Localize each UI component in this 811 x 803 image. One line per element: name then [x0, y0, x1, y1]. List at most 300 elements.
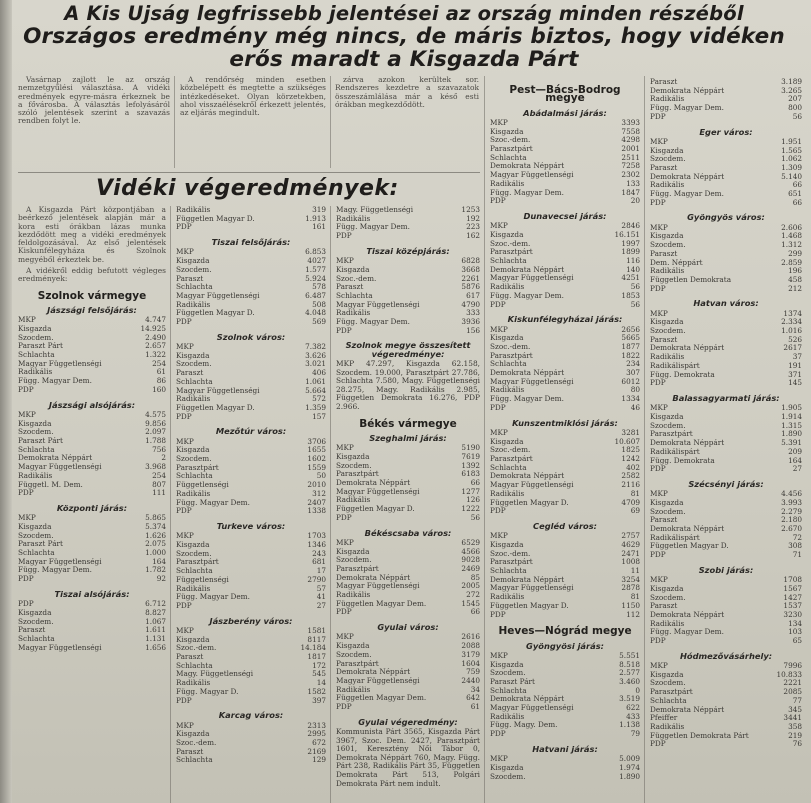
party-name: Kisgazda	[650, 145, 684, 155]
vote-count: 162	[466, 231, 480, 241]
party-name: Függ. Magyar Dem.	[176, 592, 250, 602]
vote-count: 81	[630, 488, 640, 498]
party-name: MKP	[176, 720, 194, 730]
vote-count: 6.853	[305, 247, 326, 257]
district-title: Szobi járás:	[698, 564, 754, 575]
vote-count: 545	[312, 669, 326, 679]
vote-count: 3.993	[781, 497, 802, 507]
party-name: Radikális	[490, 592, 525, 602]
vote-count: 156	[466, 325, 480, 335]
vote-count: 622	[626, 703, 640, 713]
vote-count: 129	[312, 755, 326, 765]
vote-count: 2.606	[781, 222, 802, 232]
party-name: PDP	[336, 512, 352, 522]
party-name: Schlachta	[490, 256, 527, 266]
vote-count: 2.180	[781, 515, 802, 525]
section-rule	[18, 172, 480, 173]
vote-count: 2407	[307, 497, 326, 507]
vote-count: 1825	[621, 445, 640, 455]
vote-count: 642	[466, 693, 480, 703]
vote-count: 85	[470, 572, 480, 582]
vote-count: 1.974	[619, 762, 640, 772]
party-name: Kisgazda	[490, 126, 524, 136]
vote-count: 2169	[307, 746, 326, 756]
vote-count: 1847	[621, 187, 640, 197]
vote-count: 57	[316, 583, 326, 593]
result-row	[176, 404, 326, 413]
party-name: Függ. Magyar Dem.	[18, 565, 92, 575]
vote-count: 10.607	[614, 436, 640, 446]
party-name: PDP	[650, 739, 666, 749]
party-name: Schlachta	[176, 566, 213, 576]
vote-count: 3254	[621, 574, 640, 584]
party-name: Független Magyar D.	[176, 213, 255, 223]
vote-count: 86	[156, 376, 166, 386]
vote-count: 34	[470, 684, 480, 694]
party-name: MKP	[336, 256, 354, 266]
party-name: Magyar Függetlenségi	[336, 581, 420, 591]
vote-count: 5.140	[781, 171, 802, 181]
party-name: Schlachta	[490, 462, 527, 472]
vote-count: 164	[152, 556, 166, 566]
party-name: Radikális	[490, 385, 525, 395]
party-name: PDP	[650, 111, 666, 121]
party-name: Kisgazda	[18, 323, 52, 333]
district-title: Dunavecsei járás:	[523, 210, 607, 221]
party-name: PDP	[176, 506, 192, 516]
vote-count: 2469	[461, 563, 480, 573]
party-name: Kisgazda	[650, 669, 684, 679]
vote-count: 1.951	[781, 136, 802, 146]
vote-count: 4629	[621, 539, 640, 549]
result-row	[336, 327, 480, 336]
lead-column-1	[18, 76, 170, 168]
result-row	[490, 189, 640, 198]
party-name: Demokrata Néppárt	[336, 667, 411, 677]
vote-count: 2.490	[145, 332, 166, 342]
party-name: Szoc.-dem.	[490, 135, 531, 145]
vote-count: 3441	[783, 713, 802, 723]
vote-count: 81	[630, 592, 640, 602]
result-row	[650, 276, 802, 285]
vote-count: 61	[156, 367, 166, 377]
party-name: MKP	[650, 575, 668, 585]
county-title: Heves—Nógrád megye	[498, 625, 632, 638]
party-name: Szocdem.	[650, 420, 686, 430]
party-name: Szocdem.	[490, 771, 526, 781]
district-title: Tiszai középjárás:	[366, 245, 450, 256]
district-title: Turkeve város:	[216, 520, 286, 531]
result-row	[650, 551, 802, 560]
vote-count: 16.151	[614, 229, 640, 239]
party-name: Függ. Magyar Dem.	[650, 189, 724, 199]
vote-count: 2001	[621, 144, 640, 153]
vote-count: 254	[152, 358, 166, 368]
result-row	[336, 505, 480, 514]
vote-count: 2313	[307, 720, 326, 730]
party-name: Függ. Demokrata	[650, 455, 715, 465]
vote-count: 508	[312, 299, 326, 309]
party-name: Parasztpárt	[650, 429, 693, 439]
vote-count: 7558	[621, 126, 640, 136]
vote-count: 9028	[461, 555, 480, 565]
vote-count: 14.184	[300, 643, 326, 653]
result-row	[336, 232, 480, 241]
vote-count: 312	[312, 488, 326, 498]
result-row	[490, 773, 640, 782]
vote-count: 1.788	[145, 436, 166, 445]
vote-count: 3706	[307, 436, 326, 446]
party-name: PDP	[490, 299, 506, 309]
party-name: Parasztpárt	[176, 557, 219, 567]
party-name: Szoc.-dem.	[176, 643, 217, 653]
party-name: Kisgazda	[650, 231, 684, 241]
vote-count: 145	[788, 378, 802, 388]
vote-count: 3.626	[305, 350, 326, 360]
party-name: MKP	[490, 650, 508, 660]
vote-count: 56	[630, 282, 640, 292]
vote-count: 1.359	[305, 402, 326, 412]
result-row	[650, 379, 802, 388]
vote-count: 4027	[307, 256, 326, 266]
result-row	[176, 688, 326, 697]
party-name: Függ. Magyar Dem.	[490, 290, 564, 300]
party-name: Paraszt	[650, 162, 678, 172]
result-row	[650, 740, 802, 749]
vote-count: 66	[792, 180, 802, 190]
result-row	[336, 703, 480, 712]
party-name: Függetl. M. Dem.	[18, 479, 83, 489]
party-name: MKP	[336, 443, 354, 453]
party-name: Kisgazda	[490, 436, 524, 446]
party-name: Magyar Függetlenségi	[490, 583, 574, 593]
vote-count: 164	[788, 455, 802, 465]
vote-count: 207	[788, 94, 802, 104]
lead-column-3	[335, 76, 479, 168]
party-name: Magyar Függetlenségi	[336, 299, 420, 309]
party-name: Parasztpárt	[336, 563, 379, 573]
district-title: Gyöngyös város:	[687, 212, 765, 223]
lead-text-1: Vasárnap zajlott le az ország nemzetgyűlési választása. A vidéki eredmények egyre-másra érkeznek be a fővárosba. A választás lefolyásáról szóló jelentések szerint a szavazás rendben folyt le.	[18, 76, 170, 126]
vote-count: 1.656	[145, 642, 166, 652]
vote-count: 800	[788, 103, 802, 113]
column-rule	[484, 76, 485, 803]
vote-count: 116	[626, 256, 640, 266]
vote-count: 134	[788, 618, 802, 628]
vote-count: 1537	[783, 601, 802, 611]
vote-count: 2.859	[781, 257, 802, 267]
party-name: Magyar Függetlenségi	[18, 556, 102, 566]
district-title: Kiskunfélegyházai járás:	[507, 314, 623, 325]
vote-count: 3281	[621, 427, 640, 437]
party-name: Radikális	[176, 394, 211, 404]
party-name: Magy. Függetlenségi	[176, 669, 254, 679]
vote-count: 6.487	[305, 290, 326, 300]
vote-count: 1.309	[781, 162, 802, 172]
vote-count: 72	[792, 532, 802, 542]
party-name: Schlachta	[650, 695, 687, 705]
vote-count: 1545	[461, 598, 480, 608]
vote-count: 6529	[461, 537, 480, 547]
result-row	[490, 611, 640, 620]
party-name: Magyar Függetlenségi	[490, 273, 574, 283]
party-name: Parasztpárt	[336, 658, 379, 668]
vote-count: 1602	[307, 454, 326, 464]
vote-count: 8117	[307, 634, 326, 644]
party-name: Kisgazda	[650, 411, 684, 421]
party-name: Független Demokrata	[650, 274, 732, 284]
vote-count: 2617	[783, 343, 802, 353]
district-title: Hatvani járás:	[532, 743, 598, 754]
party-name: Schlachta	[176, 282, 213, 292]
party-name: Schlachta	[490, 152, 527, 162]
column-rule	[330, 76, 331, 168]
county-title: Szolnok vármegye	[37, 289, 147, 302]
party-name: Függetlenségi	[176, 480, 229, 490]
party-name: Magyar Függetlenségi	[490, 703, 574, 713]
result-row	[336, 600, 480, 609]
party-name: Radikális	[176, 299, 211, 309]
party-name: Magyar Függetlenségi	[176, 385, 260, 395]
party-name: Demokrata Néppárt	[650, 343, 725, 353]
party-name: Demokrata Néppárt	[490, 264, 565, 274]
vote-count: 1.611	[145, 625, 166, 635]
party-name: Szocdem.	[490, 668, 526, 678]
results-column-2	[176, 206, 326, 803]
party-name: Schlachta	[490, 685, 527, 695]
party-name: Radikálispárt	[650, 446, 700, 456]
vote-count: 3.021	[305, 359, 326, 369]
vote-count: 56	[470, 512, 480, 522]
vote-count: 160	[152, 384, 166, 394]
party-name: Szoc.-dem.	[490, 548, 531, 558]
party-name: Független Magyar D.	[176, 402, 255, 412]
party-name: Radikális	[490, 711, 525, 721]
result-row	[650, 465, 802, 474]
party-name: Magy. Függetlenségi	[336, 206, 414, 214]
party-name: Független Magyar D.	[176, 308, 255, 318]
party-name: PDP	[176, 695, 192, 705]
party-name: Schlachta	[176, 660, 213, 670]
party-name: PDP	[176, 411, 192, 421]
vote-count: 651	[788, 189, 802, 199]
vote-count: 1427	[783, 592, 802, 602]
party-name: Szocdem.	[650, 678, 686, 688]
vote-count: 319	[312, 206, 326, 214]
vote-count: 1.914	[781, 411, 802, 421]
party-name: Független Magyar D.	[336, 504, 415, 514]
party-name: PDP	[650, 464, 666, 474]
vote-count: 2511	[621, 152, 640, 162]
party-name: Szocdem.	[336, 555, 372, 565]
result-row	[176, 756, 326, 765]
vote-count: 1853	[621, 290, 640, 300]
vote-count: 61	[470, 702, 480, 712]
vote-count: 8.827	[145, 607, 166, 617]
party-name: Radikális	[650, 180, 685, 190]
party-name: Kisgazda	[176, 539, 210, 549]
vote-count: 79	[630, 729, 640, 739]
party-name: Szocdem.	[18, 530, 54, 540]
party-name: Független Magyar D.	[490, 600, 569, 610]
vote-count: 9.856	[145, 418, 166, 428]
vote-count: 578	[312, 282, 326, 292]
party-name: Parasztpárt	[490, 557, 533, 567]
district-title: Szeghalmi járás:	[369, 432, 447, 443]
party-name: Függ. Magyar Dem.	[176, 497, 250, 507]
party-name: Kisgazda	[176, 729, 210, 739]
vote-count: 2.577	[619, 668, 640, 678]
result-row	[18, 386, 166, 395]
vote-count: 1150	[621, 600, 640, 610]
party-name: MKP	[18, 513, 36, 523]
result-row	[336, 514, 480, 523]
vote-count: 272	[466, 590, 480, 600]
party-name: PDP	[336, 231, 352, 241]
result-row	[336, 318, 480, 327]
vote-count: 2	[161, 453, 166, 463]
result-row	[336, 223, 480, 232]
party-name: Magyar Függetlenségi	[336, 486, 420, 496]
county-title: Békés vármegye	[359, 417, 457, 430]
party-name: Kisgazda	[490, 229, 524, 239]
result-row	[176, 697, 326, 706]
vote-count: 103	[788, 627, 802, 637]
party-name: MKP	[490, 427, 508, 437]
party-name: PDP	[176, 600, 192, 610]
party-name: Szocdem.	[650, 326, 686, 336]
vote-count: 1.016	[781, 326, 802, 336]
vote-count: 2.334	[781, 317, 802, 327]
party-name: PDP	[490, 506, 506, 516]
vote-count: 1822	[621, 350, 640, 360]
district-title: Mezőtúr város:	[215, 426, 287, 437]
district-title: Szécsényi járás:	[688, 478, 764, 489]
result-row	[490, 730, 640, 739]
vote-count: 307	[626, 368, 640, 378]
vote-count: 5190	[461, 443, 480, 453]
party-name: Radikális	[650, 94, 685, 104]
vote-count: 65	[792, 636, 802, 646]
party-name: Paraszt Párt	[18, 341, 63, 351]
party-name: Független Magyar D.	[650, 541, 729, 551]
vote-count: 4251	[621, 273, 640, 283]
party-name: Szoc.-dem.	[490, 238, 531, 248]
vote-count: 1008	[621, 557, 640, 567]
vote-count: 5.551	[619, 650, 640, 660]
party-name: Dem. Néppárt	[650, 257, 703, 267]
result-row	[490, 602, 640, 611]
party-name: Szocdem.	[650, 506, 686, 516]
party-name: Kisgazda	[490, 659, 524, 669]
party-name: Paraszt	[336, 282, 364, 292]
party-name: Függ. Magyar Dem.	[336, 317, 410, 327]
results-column-3	[336, 206, 480, 803]
vote-count: 3230	[783, 609, 802, 619]
result-row	[490, 395, 640, 404]
party-name: Schlachta	[176, 376, 213, 386]
main-section-title: Vidéki végeredmények:	[96, 176, 399, 201]
vote-count: 76	[792, 739, 802, 749]
vote-count: 672	[312, 737, 326, 747]
vote-count: 1581	[307, 625, 326, 635]
vote-count: 2995	[307, 729, 326, 739]
vote-count: 1.565	[781, 145, 802, 155]
party-name: Magyar Függetlenségi	[176, 290, 260, 300]
party-name: Demokrata Néppárt	[18, 453, 93, 463]
results-column-1	[18, 206, 166, 803]
vote-count: 1338	[307, 506, 326, 516]
district-title: Jászsági felsőjárás:	[47, 304, 137, 315]
vote-count: 1899	[621, 247, 640, 257]
vote-count: 1.913	[305, 213, 326, 223]
vote-count: 4298	[621, 135, 640, 145]
vote-count: 1.782	[145, 565, 166, 575]
result-row	[650, 104, 802, 113]
party-name: MKP	[176, 342, 194, 352]
vote-count: 299	[788, 248, 802, 258]
vote-count: 1.061	[305, 376, 326, 386]
vote-count: 1374	[783, 308, 802, 318]
vote-count: 2261	[461, 273, 480, 283]
party-name: MKP	[650, 222, 668, 232]
vote-count: 4.747	[145, 315, 166, 325]
party-name: Szocdem.	[18, 616, 54, 626]
result-row	[176, 507, 326, 516]
party-name: Szocdem.	[650, 592, 686, 602]
summary-text: Kommunista Párt 3565, Kisgazda Párt 3967, Szoc. Dem. 2427, Parasztpárt 1601, Keresztény Női Tábor 0, Demokrata Néppárt 760, Magy. Függ. Párt 238, Radikális Párt 35, Független Demokrata Párt 513, Polgári Demokrata Párt nem indult.	[336, 727, 480, 788]
vote-count: 223	[466, 222, 480, 232]
party-name: Radikális	[336, 495, 371, 505]
district-title: Tiszai alsójárás:	[54, 588, 130, 599]
vote-count: 2088	[461, 641, 480, 651]
vote-count: 17	[316, 566, 326, 576]
result-row	[490, 301, 640, 310]
vote-count: 2.075	[145, 539, 166, 549]
vote-count: 617	[466, 290, 480, 300]
intro-paragraph: A vidékről eddig befutott végleges eredmények:	[18, 266, 166, 284]
party-name: Radikális	[176, 583, 211, 593]
vote-count: 5.374	[145, 521, 166, 531]
vote-count: 3.189	[781, 78, 802, 86]
vote-count: 1582	[307, 686, 326, 696]
result-row	[490, 197, 640, 206]
vote-count: 2656	[621, 324, 640, 334]
vote-count: 1.626	[145, 530, 166, 540]
vote-count: 1703	[307, 531, 326, 541]
vote-count: 41	[316, 592, 326, 602]
party-name: Független Magyar D.	[490, 497, 569, 507]
district-title: Kunszentmiklósi járás:	[512, 417, 618, 428]
party-name: Radikális	[336, 684, 371, 694]
result-row	[650, 199, 802, 208]
vote-count: 333	[466, 308, 480, 318]
party-name: Függ. Magy. Dem.	[490, 720, 558, 730]
party-name: PDP	[176, 222, 192, 232]
column-rule	[644, 76, 645, 803]
party-name: Szoc.-dem.	[336, 273, 377, 283]
vote-count: 27	[316, 600, 326, 610]
district-title: Abádalmási járás:	[523, 107, 607, 118]
party-name: Kisgazda	[336, 451, 370, 461]
vote-count: 46	[630, 402, 640, 412]
vote-count: 2616	[461, 632, 480, 642]
vote-count: 5665	[621, 333, 640, 343]
party-name: Kisgazda	[18, 607, 52, 617]
vote-count: 5.664	[305, 385, 326, 395]
party-name: Radikális	[650, 721, 685, 731]
vote-count: 759	[466, 667, 480, 677]
